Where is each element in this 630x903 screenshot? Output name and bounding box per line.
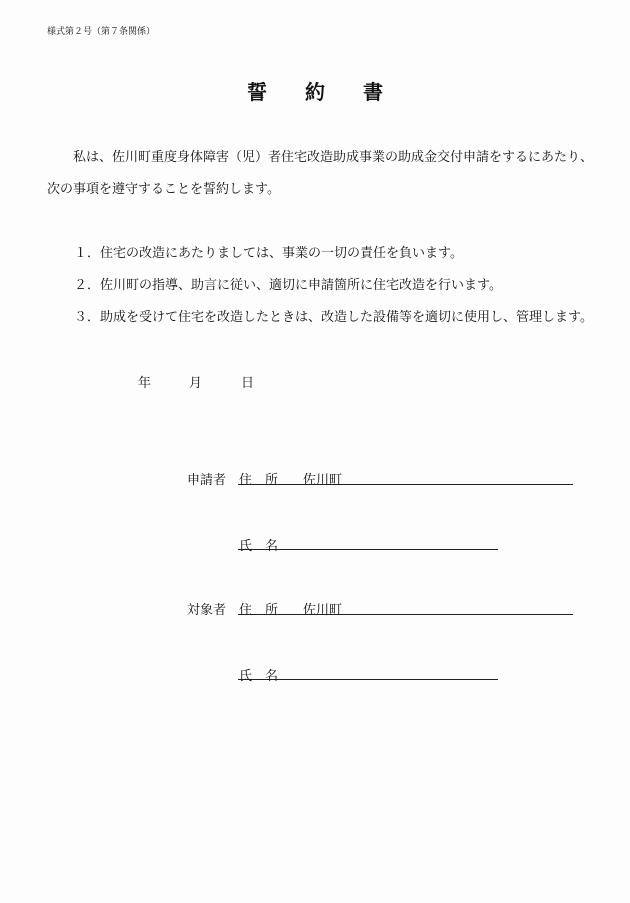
target-address-label: 住 所	[239, 603, 279, 618]
date-year-label: 年	[138, 376, 152, 391]
pledge-item-number: ２．	[74, 278, 101, 293]
applicant-name-line[interactable]	[238, 549, 498, 550]
pledge-item-1	[74, 242, 463, 261]
target-address-value: 佐川町	[303, 603, 343, 618]
date-day-label: 日	[241, 376, 255, 391]
pledge-item-text: 佐川町の指導、助言に従い、適切に申請箇所に住宅改造を行います。	[100, 278, 502, 293]
form-number: 様式第２号（第７条関係）	[47, 27, 156, 37]
target-name-label: 氏 名	[239, 669, 279, 684]
date-month-label: 月	[189, 376, 203, 391]
intro-line-2: 次の事項を遵守することを誓約します。	[47, 182, 280, 197]
applicant-address-value: 佐川町	[303, 473, 343, 488]
applicant-address-label: 住 所	[239, 473, 279, 488]
pledge-item-text: 助成を受けて住宅を改造したときは、改造した設備等を適切に使用し、管理します。	[100, 310, 593, 325]
target-role-label: 対象者	[187, 603, 227, 618]
pledge-item-3	[74, 306, 593, 325]
pledge-item-2	[74, 274, 502, 293]
pledge-item-number: ３．	[74, 310, 101, 325]
target-address-line[interactable]	[238, 614, 573, 615]
target-name-line[interactable]	[238, 679, 498, 680]
applicant-role-label: 申請者	[187, 473, 227, 488]
applicant-address-line[interactable]	[238, 484, 573, 485]
pledge-item-number: １．	[74, 246, 101, 261]
document-title: 誓約書	[247, 80, 421, 104]
pledge-item-text: 住宅の改造にあたりましては、事業の一切の責任を負います。	[100, 246, 463, 261]
intro-line-1: 私は、佐川町重度身体障害（児）者住宅改造助成事業の助成金交付申請をするにあたり、	[73, 150, 594, 165]
applicant-name-label: 氏 名	[239, 539, 279, 554]
